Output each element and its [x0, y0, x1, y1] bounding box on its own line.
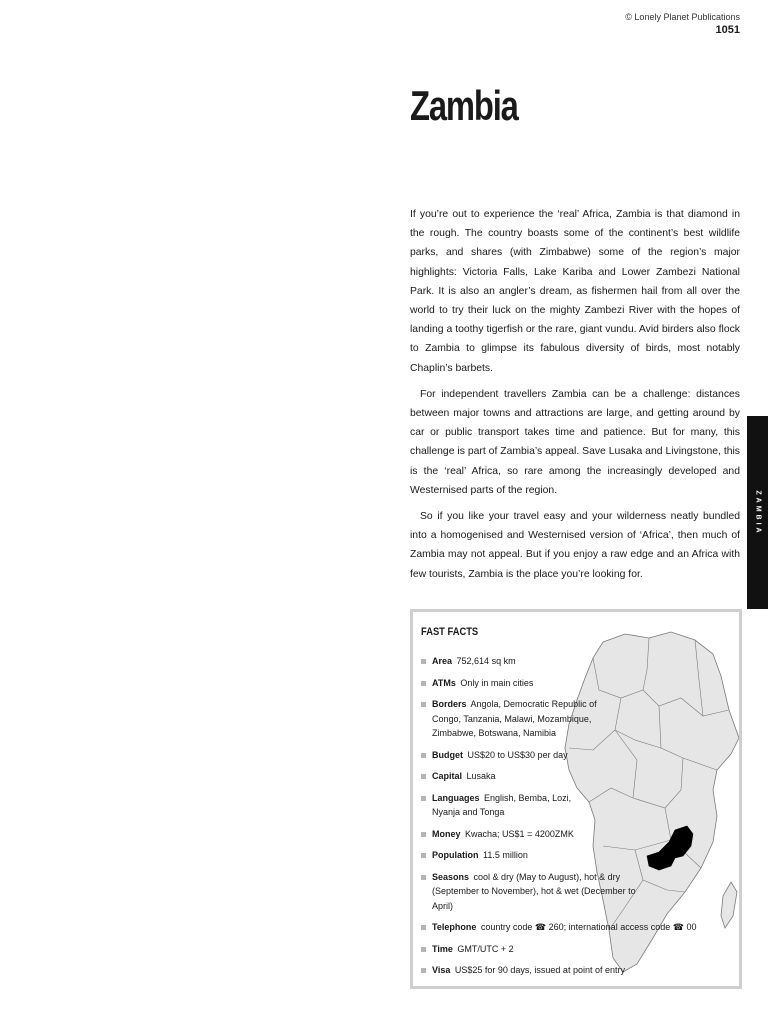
fact-value: Only in main cities: [460, 677, 534, 688]
bullet-square-icon: [421, 796, 426, 801]
fact-languages: [421, 791, 671, 820]
intro-paragraph: If you’re out to experience the ‘real’ Africa, Zambia is that diamond in the rough. The country boasts some of the continent’s best wildlife parks, and shares (with Zimbabwe) some of the region’s major highlights: Victoria Falls, Lake Kariba and Lower Zambezi National Park. It is also an angler’s dream, as fishermen hail from all over the world to try their luck on the mighty Zambezi River with the hopes of landing a toothy tigerfish or the rare, giant vundu. Avid birders also flock to Zambia to glimpse its fabulous diversity of birds, most notably Chaplin’s barbets.: [410, 209, 740, 374]
fact-label: Budget: [432, 749, 463, 760]
intro-paragraph: For independent travellers Zambia can be a challenge: distances between major towns and attractions are large, and getting around by car or public transport takes time and patience. But for many, this challenge is part of Zambia’s appeal. Save Lusaka and Livingstone, this is the ‘real’ Africa, so rare among the increasingly developed and Westernised parts of the region.: [410, 388, 740, 496]
fact-label: Population: [432, 850, 479, 860]
fact-visa: [421, 963, 652, 978]
fact-label: Telephone: [432, 922, 477, 932]
fact-atms: [421, 676, 671, 691]
fact-value: country code: [480, 922, 533, 932]
fact-value: cool & dry (May to August), hot & dry (September to November), hot & wet (December to April): [432, 871, 636, 911]
side-tab-label: ZAMBIA: [754, 489, 761, 536]
fact-value: Lusaka: [466, 771, 496, 781]
fact-value: Kwacha; US$1 = 4200ZMK: [465, 828, 574, 839]
fact-capital: [421, 769, 671, 784]
fact-value: English, Bemba, Lozi, Nyanja and Tonga: [432, 792, 572, 817]
fast-facts-title: FAST FACTS: [421, 626, 479, 638]
fact-population: [421, 848, 671, 863]
page-number: 1051: [715, 24, 740, 36]
fact-money: [421, 827, 671, 842]
chapter-side-tab: [747, 416, 768, 609]
fact-seasons: [421, 870, 650, 914]
fact-label: Money: [432, 828, 461, 839]
bullet-square-icon: [421, 853, 426, 858]
fact-value: 752,614 sq km: [456, 656, 516, 666]
bullet-square-icon: [421, 968, 426, 973]
fact-value: US$25 for 90 days, issued at point of entry: [454, 965, 625, 975]
chapter-title: Zambia: [410, 82, 518, 129]
telephone-icon: ☎: [672, 922, 684, 932]
fact-budget: [421, 748, 671, 763]
bullet-square-icon: [421, 875, 426, 880]
fact-value: 260; international access code: [548, 922, 671, 932]
fact-value: 11.5 million: [483, 850, 528, 860]
fact-label: Area: [432, 656, 453, 666]
bullet-square-icon: [421, 753, 426, 758]
fast-facts-list: [421, 654, 697, 985]
fact-label: Time: [432, 943, 453, 954]
fact-telephone: [421, 920, 697, 935]
publisher-credit: © Lonely Planet Publications: [625, 12, 740, 22]
bullet-square-icon: [421, 681, 426, 686]
fact-area: [421, 654, 671, 669]
madagascar: [721, 882, 737, 928]
bullet-square-icon: [421, 702, 426, 707]
bullet-square-icon: [421, 925, 426, 930]
intro-paragraph: So if you like your travel easy and your wilderness neatly bundled into a homogenised and Westernised version of ‘Africa’, then much of Zambia may not appeal. But if you enjoy a raw edge and an Africa with few tourists, Zambia is the place you’re looking for.: [410, 511, 740, 580]
fact-label: Visa: [432, 965, 451, 975]
intro-text: [410, 205, 740, 591]
fact-value: US$20 to US$30 per day: [467, 749, 568, 760]
fact-label: Capital: [432, 771, 463, 781]
fact-value: GMT/UTC + 2: [457, 943, 514, 954]
bullet-square-icon: [421, 659, 426, 664]
bullet-square-icon: [421, 774, 426, 779]
fact-label: Languages: [432, 792, 480, 803]
fact-time: [421, 942, 671, 957]
bullet-square-icon: [421, 947, 426, 952]
telephone-icon: ☎: [534, 922, 547, 932]
fact-label: Borders: [432, 699, 467, 709]
fact-borders: [421, 697, 671, 741]
fast-facts-box: [410, 609, 742, 989]
fact-value: Angola, Democratic Republic of Congo, Tanzania, Malawi, Mozambique, Zimbabwe, Botswana, Namibia: [432, 699, 597, 738]
fact-value: 00: [686, 922, 697, 932]
bullet-square-icon: [421, 832, 426, 837]
fact-label: ATMs: [432, 677, 456, 688]
fact-label: Seasons: [432, 871, 470, 882]
